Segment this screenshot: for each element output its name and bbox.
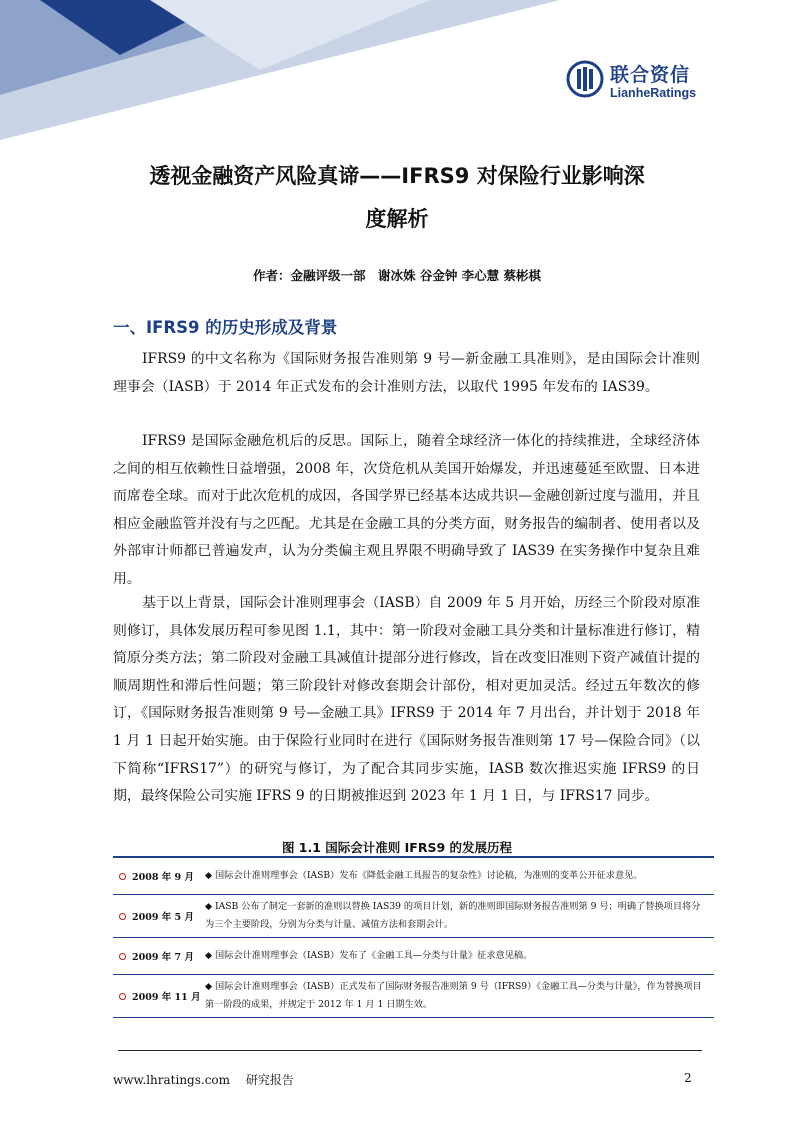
document-title-line1: 透视金融资产风险真谛——IFRS9 对保险行业影响深 (149, 164, 645, 188)
authors-line: 作者：金融评级一部 谢冰姝 谷金钟 李心慧 蔡彬棋 (252, 268, 542, 283)
timeline-text: ◆ IASB 公布了制定一套新的准则以替换 IAS39 的项目计划，新的准则即国际财务报告准则第 9 号；明确了替换项目将分为三个主要阶段，分别为分类与计量、减值方法和套期会计。 (205, 901, 701, 930)
timeline-text: ◆ 国际会计准则理事会（IASB）发布了《金融工具—分类与计量》征求意见稿。 (205, 950, 533, 961)
bullet-circle-icon (119, 913, 126, 920)
figure-title: 图 1.1 国际会计准则 IFRS9 的发展历程 (281, 840, 513, 855)
brand-name-cn: 联合资信 (610, 64, 691, 86)
paragraph-1: IFRS9 的中文名称为《国际财务报告准则第 9 号—新金融工具准则》，是由国际会计准则理事会（IASB）于 2014 年正式发布的会计准则方法，以取代 1995 年发布的 IAS39。 (113, 351, 700, 395)
timeline-text: ◆ 国际会计准则理事会（IASB）发布《降低金融工具报告的复杂性》讨论稿，为准则的变革公开征求意见。 (205, 870, 643, 881)
timeline-row (113, 895, 714, 938)
timeline-date: 2009 年 7 月 (132, 952, 194, 963)
timeline-text: ◆ 国际会计准则理事会（IASB）正式发布了国际财务报告准则第 9 号（IFRS9）《金融工具—分类与计量》，作为替换项目第一阶段的成果，并规定于 2012 年 1 月 1 日期生效。 (205, 981, 702, 1010)
section-heading: 一、IFRS9 的历史形成及背景 (113, 318, 338, 337)
timeline-table (113, 856, 714, 1018)
lianhe-logo-icon (566, 60, 604, 98)
page-number: 2 (684, 1071, 692, 1085)
timeline-row (113, 975, 714, 1018)
footer-site: www.lhratings.com 研究报告 (113, 1073, 294, 1087)
bullet-circle-icon (119, 953, 126, 960)
paragraph-2: IFRS9 是国际金融危机后的反思。国际上，随着全球经济一体化的持续推进，全球经济体之间的相互依赖性日益增强，2008 年，次贷危机从美国开始爆发，并迅速蔓延至欧盟、日本进而席卷全球。而对于此次危机的成因，各国学界已经基本达成共识—金融创新过度与滥用，并且相应金融监管并没有与之匹配。尤其是在金融工具的分类方面，财务报告的编制者、使用者以及外部审计师都已普遍发声，认为分类偏主观且界限不明确导致了 IAS39 在实务操作中复杂且难用。 (113, 433, 700, 587)
timeline-date: 2008 年 9 月 (132, 872, 194, 883)
paragraph-3: 基于以上背景，国际会计准则理事会（IASB）自 2009 年 5 月开始，历经三个阶段对原准则修订，具体发展历程可参见图 1.1，其中：第一阶段对金融工具分类和计量标准进行修订，精简原分类方法；第二阶段对金融工具减值计提部分进行修改，旨在改变旧准则下资产减值计提的顺周期性和滞后性问题；第三阶段针对修改套期会计部份，相对更加灵活。经过五年数次的修订，《国际财务报告准则第 9 号—金融工具》IFRS9 于 2014 年 7 月出台，并计划于 2018 年 1 月 1 日起开始实施。由于保险行业同时在进行《国际财务报告准则第 17 号—保险合同》（以下简称“IFRS17”）的研究与修订，为了配合其同步实施，IASB 数次推迟实施 IFRS9 的日期，最终保险公司实施 IFRS 9 的日期被推迟到 2023 年 1 月 1 日，与 IFRS17 同步。 (113, 595, 700, 805)
brand-logo (566, 60, 716, 104)
footer-divider (118, 1050, 702, 1051)
bullet-circle-icon (119, 993, 126, 1000)
timeline-date: 2009 年 11 月 (132, 992, 201, 1003)
timeline-date: 2009 年 5 月 (132, 912, 194, 923)
timeline-row (113, 858, 714, 895)
document-title-line2: 度解析 (365, 207, 429, 231)
brand-name-en: LianheRatings (610, 86, 697, 100)
bullet-circle-icon (119, 873, 126, 880)
timeline-row (113, 938, 714, 975)
